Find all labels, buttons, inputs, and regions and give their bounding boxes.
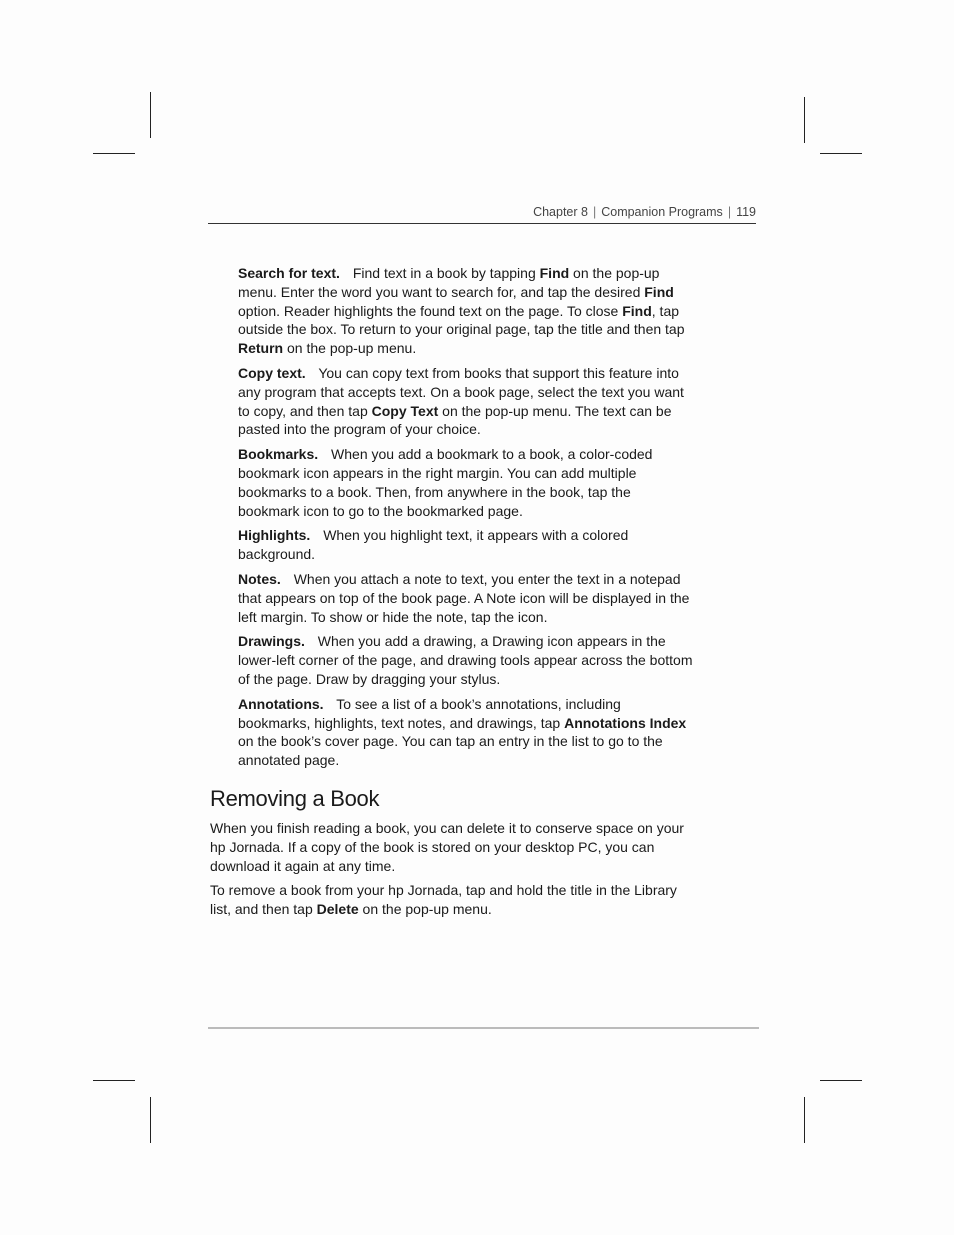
feature-term: Copy text.: [238, 364, 306, 381]
body-text: option. Reader highlights the found text on the page. To close: [238, 302, 623, 319]
bold-text: Annotations Index: [564, 714, 687, 731]
body-text: on the pop-up menu. The text can be pasted into the program of your choice.: [238, 402, 672, 438]
page-number: 119: [736, 205, 756, 219]
crop-mark-bottom-right-horizontal: [820, 1080, 862, 1081]
feature-list: [238, 264, 694, 776]
crop-mark-top-right-vertical: [804, 97, 805, 143]
body-text: on the pop-up menu.: [283, 340, 417, 357]
body-text: When you highlight text, it appears with a colored background.: [238, 527, 629, 563]
feature-term: Notes.: [238, 570, 281, 587]
crop-mark-bottom-left-horizontal: [93, 1080, 135, 1081]
section-paragraph-1: When you finish reading a book, you can delete it to conserve space on your hp Jornada. If a copy of the book is stored on your desktop PC, you can download it again at any time.: [210, 820, 684, 874]
feature-term: Bookmarks.: [238, 446, 319, 463]
feature-term: Search for text.: [238, 265, 340, 281]
feature-term: Drawings.: [238, 633, 305, 650]
header-rule: [208, 223, 756, 224]
bold-text: Return: [238, 340, 284, 357]
crop-mark-top-left-vertical: [150, 92, 151, 138]
running-header: Chapter 8 | Companion Programs | 119: [533, 205, 756, 219]
header-section: Companion Programs: [601, 205, 723, 219]
body-text: When you attach a note to text, you enter the text in a notepad that appears on top of the book page. A Note icon will be displayed in the left margin. To show or hide the note, tap the icon.: [238, 570, 690, 625]
body-text: When you add a drawing, a Drawing icon appears in the lower-left corner of the page, and drawing tools appear across the bottom of the page. Draw by dragging your stylus.: [238, 633, 693, 687]
feature-paragraph: [238, 570, 694, 626]
feature-paragraph: [238, 364, 694, 439]
feature-paragraph: [238, 526, 694, 564]
body-text: When you add a bookmark to a book, a color-coded bookmark icon appears in the right margin. You can add multiple bookmarks to a book. Then, from anywhere in the book, tap the bookmark icon to go to the bookmarked page.: [238, 446, 653, 519]
feature-paragraph: [238, 264, 694, 358]
feature-term: Highlights.: [238, 527, 311, 544]
body-text: Find text in a book by tapping: [352, 265, 540, 281]
feature-term: Annotations.: [238, 695, 324, 712]
crop-mark-bottom-right-vertical: [804, 1097, 805, 1143]
bold-text: Find: [644, 283, 674, 300]
feature-paragraph: [238, 695, 694, 770]
crop-mark-bottom-left-vertical: [150, 1097, 151, 1143]
bold-text: Find: [622, 302, 652, 319]
section-body: [210, 819, 690, 925]
bold-text: Find: [539, 265, 570, 281]
feature-paragraph: [238, 632, 694, 688]
section-paragraph-2: [210, 881, 690, 919]
body-text: , tap outside the box. To return to your original page, tap the title and then tap: [238, 302, 685, 338]
body-text: To see a list of a book’s annotations, including bookmarks, highlights, text notes, and drawings, tap: [238, 695, 621, 731]
body-text: You can copy text from books that support this feature into any program that accepts text. On a book page, select the text you want to copy, and then tap: [238, 364, 684, 419]
body-text: To remove a book from your hp Jornada, tap and hold the title in the Library list, and then tap: [210, 882, 677, 918]
crop-mark-top-left-horizontal: [93, 153, 135, 154]
header-chapter: Chapter 8: [533, 205, 588, 219]
crop-mark-top-right-horizontal: [820, 153, 862, 154]
body-text: on the pop-up menu.: [358, 901, 492, 918]
bold-text: Delete: [316, 901, 359, 918]
section-title: Removing a Book: [210, 786, 380, 811]
footer-rule: [208, 1027, 759, 1029]
body-text: on the book’s cover page. You can tap an entry in the list to go to the annotated page.: [238, 733, 663, 769]
feature-paragraph: [238, 445, 694, 520]
bold-text: Copy Text: [371, 402, 439, 419]
body-text: on the pop-up menu. Enter the word you want to search for, and tap the desired: [238, 265, 660, 300]
